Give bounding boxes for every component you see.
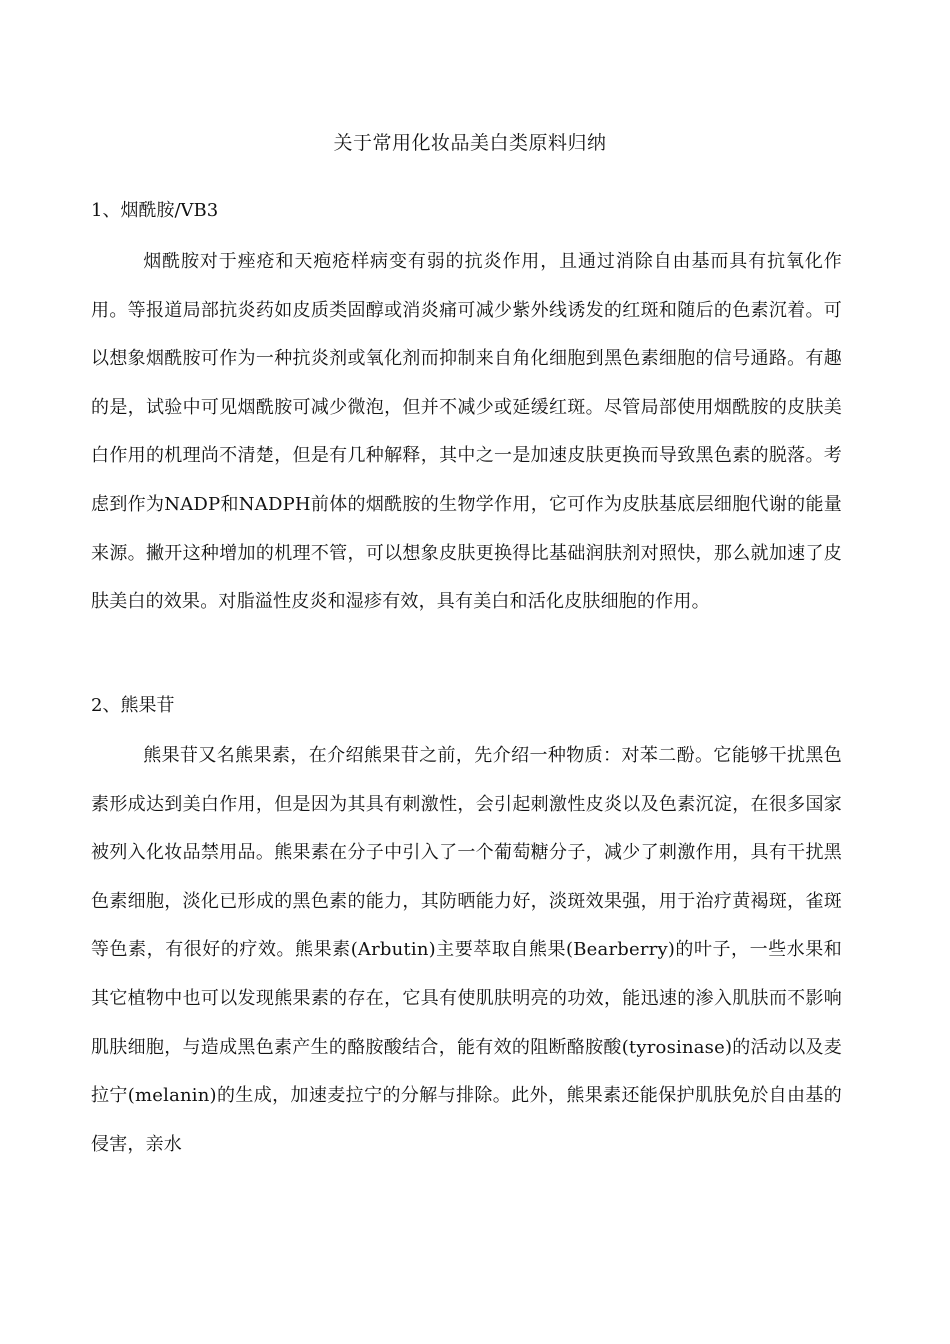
section-heading-arbutin: 2、熊果苷 bbox=[91, 695, 175, 716]
section-paragraph-arbutin: 熊果苷又名熊果素，在介绍熊果苷之前，先介绍一种物质：对苯二酚。它能够干扰黑色素形成达到美白作用，但是因为其具有刺激性，会引起刺激性皮炎以及色素沉淀，在很多国家被列入化妆品禁用品。熊果素在分子中引入了一个葡萄糖分子，减少了刺激作用，具有干扰黑色素细胞，淡化已形成的黑色素的能力，其防晒能力好，淡斑效果强，用于治疗黄褐斑，雀斑等色素，有很好的疗效。熊果素(Arbutin)主要萃取自熊果(Bearberry)的叶子，一些水果和其它植物中也可以发现熊果素的存在，它具有使肌肤明亮的功效，能迅速的渗入肌肤而不影响肌肤细胞，与造成黑色素产生的酪胺酸结合，能有效的阻断酪胺酸(tyrosinase)的活动以及麦拉宁(melanin)的生成，加速麦拉宁的分解与排除。此外，熊果素还能保护肌肤免於自由基的侵害，亲水 bbox=[91, 745, 842, 1155]
section-heading-niacinamide: 1、烟酰胺/VB3 bbox=[91, 200, 219, 221]
document-title: 关于常用化妆品美白类原料归纳 bbox=[333, 132, 607, 154]
section-paragraph-niacinamide: 烟酰胺对于痤疮和天疱疮样病变有弱的抗炎作用，且通过消除自由基而具有抗氧化作用。等报道局部抗炎药如皮质类固醇或消炎痛可减少紫外线诱发的红斑和随后的色素沉着。可以想象烟酰胺可作为一种抗炎剂或氧化剂而抑制来自角化细胞到黑色素细胞的信号通路。有趣的是，试验中可见烟酰胺可减少微泡，但并不减少或延缓红斑。尽管局部使用烟酰胺的皮肤美白作用的机理尚不清楚，但是有几种解释，其中之一是加速皮肤更换而导致黑色素的脱落。考虑到作为NADP和NADPH前体的烟酰胺的生物学作用，它可作为皮肤基底层细胞代谢的能量来源。撇开这种增加的机理不管，可以想象皮肤更换得比基础润肤剂对照快，那么就加速了皮肤美白的效果。对脂溢性皮炎和湿疹有效，具有美白和活化皮肤细胞的作用。 bbox=[91, 251, 842, 613]
